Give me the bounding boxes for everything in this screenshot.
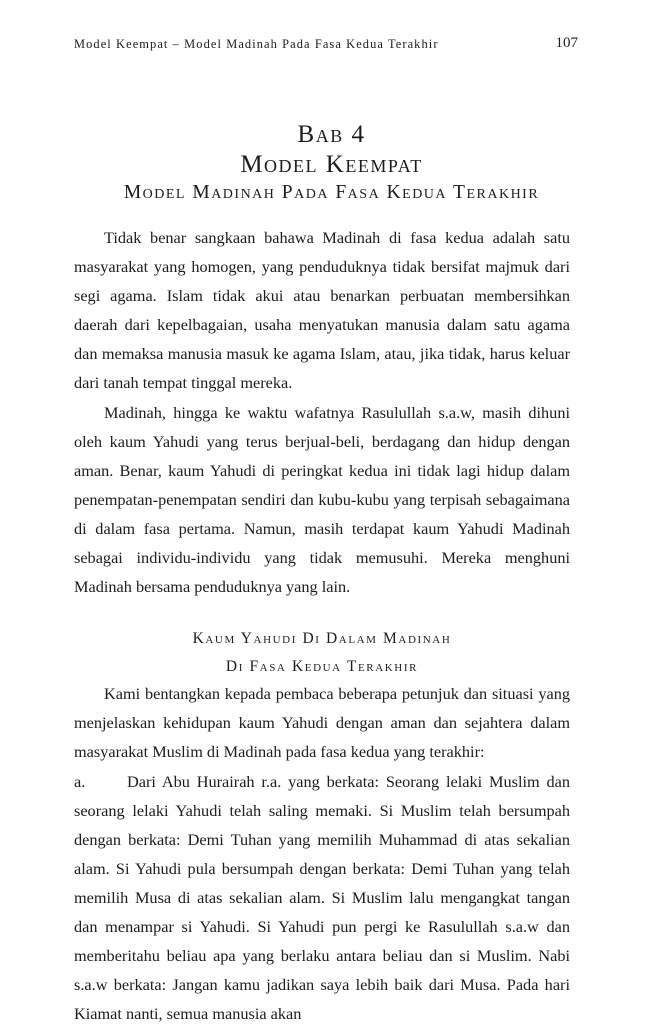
list-marker-a: a. [74,767,127,796]
running-title: Model Keempat – Model Madinah Pada Fasa Kedua Terakhir [74,37,439,52]
section-heading-line-1: Kaum Yahudi Di Dalam Madinah [74,625,570,653]
section-intro: Kami bentangkan kepada pembaca beberapa petunjuk dan situasi yang menjelaskan kehidupan kaum Yahudi dengan aman dan sejahtera dalam masyarakat Muslim di Madinah pada fasa kedua yang terakhir: [74,679,570,766]
paragraph-2: Madinah, hingga ke waktu wafatnya Rasulullah s.a.w, masih dihuni oleh kaum Yahudi yang terus berjual-beli, berdagang dan hidup dengan aman. Benar, kaum Yahudi di peringkat kedua ini tidak lagi hidup dalam penempatan-penempatan sendiri dan kubu-kubu yang terpisah sebagaimana di dalam fasa pertama. Namun, masih terdapat kaum Yahudi Madinah sebagai individu-individu yang tidak memusuhi. Mereka menghuni Madinah bersama penduduknya yang lain. [74,398,570,602]
chapter-label: Bab 4 [60,120,603,150]
paragraph-1: Tidak benar sangkaan bahawa Madinah di fasa kedua adalah satu masyarakat yang homogen, yang penduduknya tidak bersifat majmuk dari segi agama. Islam tidak akui atau benarkan perbuatan membersihkan daerah dari kepelbagaian, usaha menyatukan manusia dalam satu agama dan memaksa manusia masuk ke agama Islam, atau, jika tidak, harus keluar dari tanah tempat tinggal mereka. [74,223,570,398]
chapter-heading [60,120,603,205]
running-header [74,35,578,57]
body-text [74,223,570,1028]
chapter-subtitle: Model Madinah Pada Fasa Kedua Terakhir [60,181,603,205]
list-item-a-text: Dari Abu Hurairah r.a. yang berkata: Seorang lelaki Muslim dan seorang lelaki Yahudi telah saling memaki. Si Muslim telah bersumpah dengan berkata: Demi Tuhan yang memilih Muhammad di atas sekalian alam. Si Yahudi pula bersumpah dengan berkata: Demi Tuhan yang telah memilih Musa di atas sekalian alam. Si Muslim lalu mengangkat tangan dan menampar si Yahudi. Si Yahudi pun pergi ke Rasulullah s.a.w dan memberitahu beliau apa yang berlaku antara beliau dan si Muslim. Nabi s.a.w berkata: Jangan kamu jadikan saya lebih baik dari Musa. Pada hari Kiamat nanti, semua manusia akan [74,772,570,1024]
chapter-title: Model Keempat [60,150,603,180]
page-number: 107 [556,35,579,52]
section-heading-line-2: Di Fasa Kedua Terakhir [74,653,570,681]
list-item-a [74,767,570,1028]
section-heading [74,625,570,681]
